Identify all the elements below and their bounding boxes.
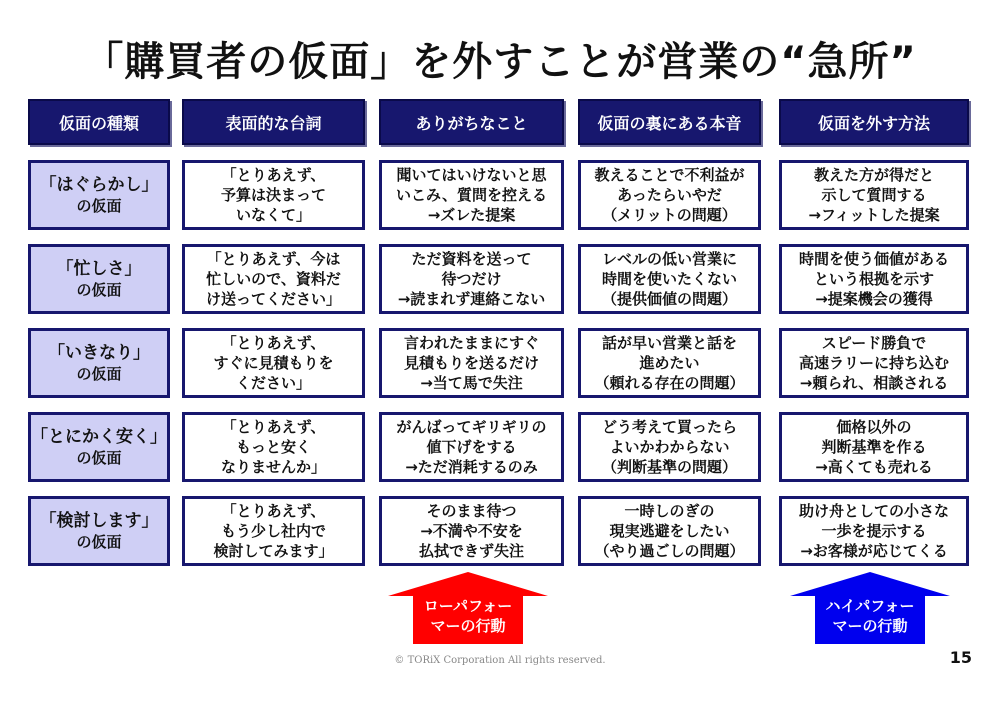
cell-line: なりませんか」	[220, 458, 326, 476]
cell-line: 時間を使う価値がある	[798, 250, 949, 268]
cell-line: すぐに見積もりを	[213, 354, 334, 372]
copyright-footer: © TORiX Corporation All rights reserved.	[394, 655, 606, 666]
cell-line: 「とりあえず、	[221, 166, 326, 184]
mask-type-name: 「いきなり」	[48, 343, 150, 363]
cell-line: 高速ラリーに持ち込む	[798, 354, 949, 372]
cell-line: 判断基準を作る	[821, 438, 927, 456]
table-cell	[182, 412, 365, 482]
mask-type-suffix: の仮面	[76, 449, 122, 467]
column-header: 仮面の種類	[28, 99, 170, 145]
cell-line: どう考えて買ったら	[601, 418, 737, 436]
mask-type-name: 「はぐらかし」	[39, 175, 159, 195]
cell-line: 現実逃避をしたい	[609, 522, 730, 540]
cell-line: 待つだけ	[441, 270, 502, 288]
column-header: 仮面の裏にある本音	[578, 99, 761, 145]
cell-line: ただ資料を送って	[411, 250, 532, 268]
table-cell	[578, 412, 761, 482]
high-performer-arrow	[790, 572, 950, 644]
table-cell	[578, 496, 761, 566]
cell-line: 示して質問する	[821, 186, 927, 204]
low-performer-label	[388, 596, 548, 636]
cell-line: 聞いてはいけないと思	[396, 166, 547, 184]
cell-line: （提供価値の問題）	[601, 290, 737, 308]
cell-line: 価格以外の	[836, 418, 912, 436]
column-header: ありがちなこと	[379, 99, 564, 145]
low-performer-label-line2: マーの行動	[430, 617, 506, 635]
mask-type-name: 「忙しさ」	[56, 259, 142, 279]
cell-line: →フィットした提案	[808, 206, 940, 224]
cell-line: もっと安く	[235, 438, 311, 456]
mask-type-cell	[28, 496, 170, 566]
cell-line: →お客様が応じてくる	[800, 542, 948, 560]
cell-line: 一歩を提示する	[821, 522, 927, 540]
cell-line: 「とりあえず、	[221, 418, 326, 436]
cell-line: 忙しいので、資料だ	[206, 270, 341, 288]
high-performer-label-line2: マーの行動	[832, 617, 908, 635]
cell-line: 一時しのぎの	[624, 502, 715, 520]
cell-line: （頼れる存在の問題）	[594, 374, 745, 392]
mask-type-suffix: の仮面	[76, 281, 122, 299]
mask-type-name: 「とにかく安く」	[31, 427, 167, 447]
table-cell	[779, 328, 969, 398]
table-cell	[578, 328, 761, 398]
table-cell	[779, 496, 969, 566]
table-cell	[779, 244, 969, 314]
cell-line: 教えることで不利益が	[594, 166, 745, 184]
cell-line: （メリットの問題）	[602, 206, 737, 224]
cell-line: 予算は決まって	[220, 186, 326, 204]
cell-line: がんばってギリギリの	[396, 418, 547, 436]
cell-line: よいかわからない	[609, 438, 730, 456]
column-header: 仮面を外す方法	[779, 99, 969, 145]
table-cell	[379, 160, 564, 230]
cell-line: 言われたままにすぐ	[403, 334, 539, 352]
cell-line: 検討してみます」	[213, 542, 334, 560]
page-number: 15	[949, 648, 972, 667]
column-header: 表面的な台詞	[182, 99, 365, 145]
cell-line: 「とりあえず、今は	[206, 250, 341, 268]
cell-line: 「とりあえず、	[221, 502, 326, 520]
table-cell	[379, 496, 564, 566]
table-cell	[779, 412, 969, 482]
cell-line: （判断基準の問題）	[601, 458, 737, 476]
cell-line: 時間を使いたくない	[601, 270, 737, 288]
mask-type-suffix: の仮面	[76, 197, 122, 215]
table-cell	[779, 160, 969, 230]
table-cell	[578, 244, 761, 314]
table-cell	[578, 160, 761, 230]
table-cell	[182, 160, 365, 230]
cell-line: いこみ、質問を控える	[396, 186, 547, 204]
cell-line: →当て馬で失注	[420, 374, 523, 392]
cell-line: あったらいやだ	[617, 186, 722, 204]
mask-type-cell	[28, 160, 170, 230]
cell-line: 払拭できず失注	[418, 542, 524, 560]
mask-type-cell	[28, 412, 170, 482]
cell-line: →読まれず連絡こない	[397, 290, 546, 308]
high-performer-label-line1: ハイパフォー	[825, 597, 915, 615]
low-performer-label-line1: ローパフォー	[423, 597, 513, 615]
cell-line: →ただ消耗するのみ	[405, 458, 538, 476]
cell-line: →提案機会の獲得	[815, 290, 933, 308]
mask-type-cell	[28, 244, 170, 314]
cell-line: →頼られ、相談される	[799, 374, 949, 392]
cell-line: という根拠を示す	[813, 270, 934, 288]
table-cell	[379, 412, 564, 482]
cell-line: そのまま待つ	[426, 502, 517, 520]
table-cell	[379, 244, 564, 314]
high-performer-label	[790, 596, 950, 636]
cell-line: いなくて」	[235, 206, 311, 224]
table-cell	[182, 244, 365, 314]
cell-line: 値下げをする	[426, 438, 517, 456]
table-cell	[379, 328, 564, 398]
mask-type-suffix: の仮面	[76, 533, 122, 551]
table-cell	[182, 328, 365, 398]
cell-line: もう少し社内で	[220, 522, 326, 540]
mask-type-name: 「検討します」	[39, 511, 159, 531]
mask-type-cell	[28, 328, 170, 398]
cell-line: ください」	[235, 374, 311, 392]
cell-line: →高くても売れる	[815, 458, 933, 476]
cell-line: 助け舟としての小さな	[798, 502, 949, 520]
cell-line: →不満や不安を	[420, 522, 523, 540]
cell-line: 話が早い営業と話を	[601, 334, 737, 352]
cell-line: 「とりあえず、	[221, 334, 326, 352]
low-performer-arrow	[388, 572, 548, 644]
cell-line: →ズレた提案	[427, 206, 516, 224]
cell-line: レベルの低い営業に	[601, 250, 737, 268]
mask-type-suffix: の仮面	[76, 365, 122, 383]
cell-line: （やり過ごしの問題）	[594, 542, 745, 560]
page-title: 「購買者の仮面」を外すことが営業の“急所”	[83, 39, 917, 85]
cell-line: スピード勝負で	[821, 334, 927, 352]
cell-line: け送ってください」	[205, 290, 341, 308]
cell-line: 進めたい	[639, 354, 700, 372]
table-cell	[182, 496, 365, 566]
cell-line: 見積もりを送るだけ	[403, 354, 539, 372]
cell-line: 教えた方が得だと	[813, 166, 934, 184]
